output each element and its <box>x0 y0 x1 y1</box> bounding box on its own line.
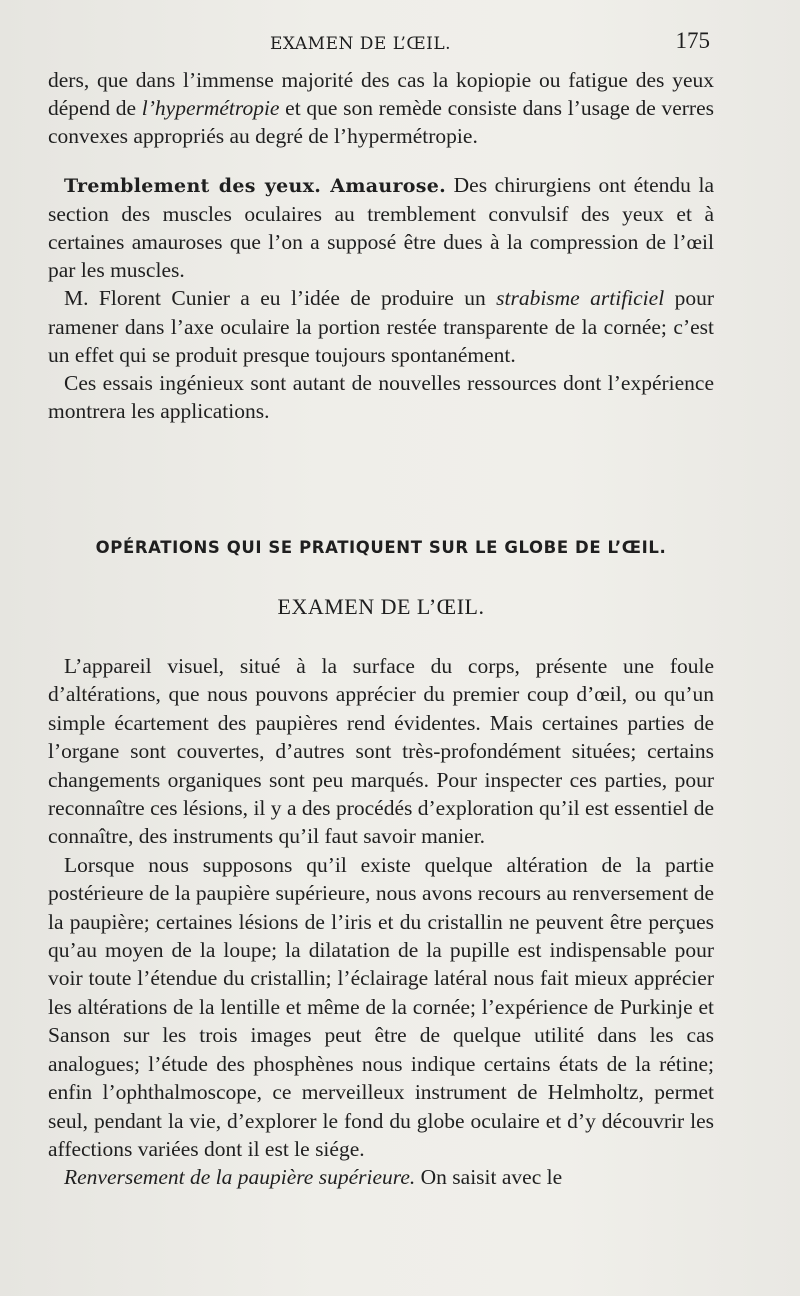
body-text-top <box>48 66 714 425</box>
paragraph-continued <box>48 66 714 151</box>
text-run: On saisit avec le <box>415 1165 563 1190</box>
paragraph-renversement <box>48 1163 714 1191</box>
page-number: 175 <box>675 28 710 53</box>
text-run: pour ramener dans l’axe oculaire la portion restée transparente de la cornée; c’est un effet qui se produit presque toujours spontanément. <box>48 286 714 367</box>
text-run: et que son remède consiste dans l’usage de verres convexes appropriés au degré de l’hypermétropie. <box>48 96 714 149</box>
subsection-heading: EXAMEN DE L’ŒIL. <box>277 594 485 619</box>
paragraph-cunier <box>48 284 714 369</box>
paragraph-tremblement <box>48 171 714 285</box>
text-run: ders, que dans l’immense majorité des cas la kopiopie ou fatigue des yeux dépend de <box>48 68 714 121</box>
italic-run-in-heading: Renversement de la paupière supérieure. <box>64 1165 416 1190</box>
running-head <box>48 28 710 58</box>
text-run: M. Florent Cunier a eu l’idée de produire un <box>64 286 497 311</box>
run-in-heading: Tremblement des yeux. Amaurose. <box>64 174 447 197</box>
text-run: Des chirurgiens ont étendu la section des muscles oculaires au tremblement convulsif des yeux et à certaines amauroses que l’on a supposé être dues à la compression de l’œil par les muscles. <box>48 172 714 283</box>
italic-term: l’hypermétropie <box>141 96 280 121</box>
paragraph-essais: Ces essais ingénieux sont autant de nouvelles ressources dont l’expérience montrera les applications. <box>48 371 714 424</box>
paragraph-lorsque: Lorsque nous supposons qu’il existe quelque altération de la partie postérieure de la paupière supérieure, nous avons recours au renversement de la paupière; certaines lésions de l’iris et du cristallin ne peuvent être perçues qu’au moyen de la loupe; la dilatation de la pupille est indispensable pour voir toute l’étendue du cristallin; l’éclairage latéral nous fait mieux apprécier les altérations de la lentille et même de la cornée; l’expérience de Purkinje et Sanson sur les trois images peut être de quelque utilité dans les cas analogues; l’étude des phosphènes nous indique certains états de la rétine; enfin l’ophthalmoscope, ce merveilleux instrument de Helmholtz, permet seul, pendant la vie, d’explorer le fond du globe oculaire et d’y découvrir les affections variées dont il est le siége. <box>48 852 714 1161</box>
body-text-bottom <box>48 652 714 1192</box>
paragraph-appareil: L’appareil visuel, situé à la surface du corps, présente une foule d’altérations, que nous pouvons apprécier du premier coup d’œil, ou qu’un simple écartement des paupières rend évidentes. Mais certaines parties de l’organe sont couvertes, d’autres sont très-profondément situées; certains changements organiques sont peu marqués. Pour inspecter ces parties, pour reconnaître ces lésions, il y a des procédés d’exploration qu’il est essentiel de connaître, des instruments qu’il faut savoir manier. <box>48 654 714 849</box>
italic-term: strabisme artificiel <box>496 286 665 311</box>
section-heading: OPÉRATIONS QUI SE PRATIQUENT SUR LE GLOBE DE L’ŒIL. <box>95 538 667 557</box>
running-title: EXAMEN DE L’ŒIL. <box>270 34 452 54</box>
